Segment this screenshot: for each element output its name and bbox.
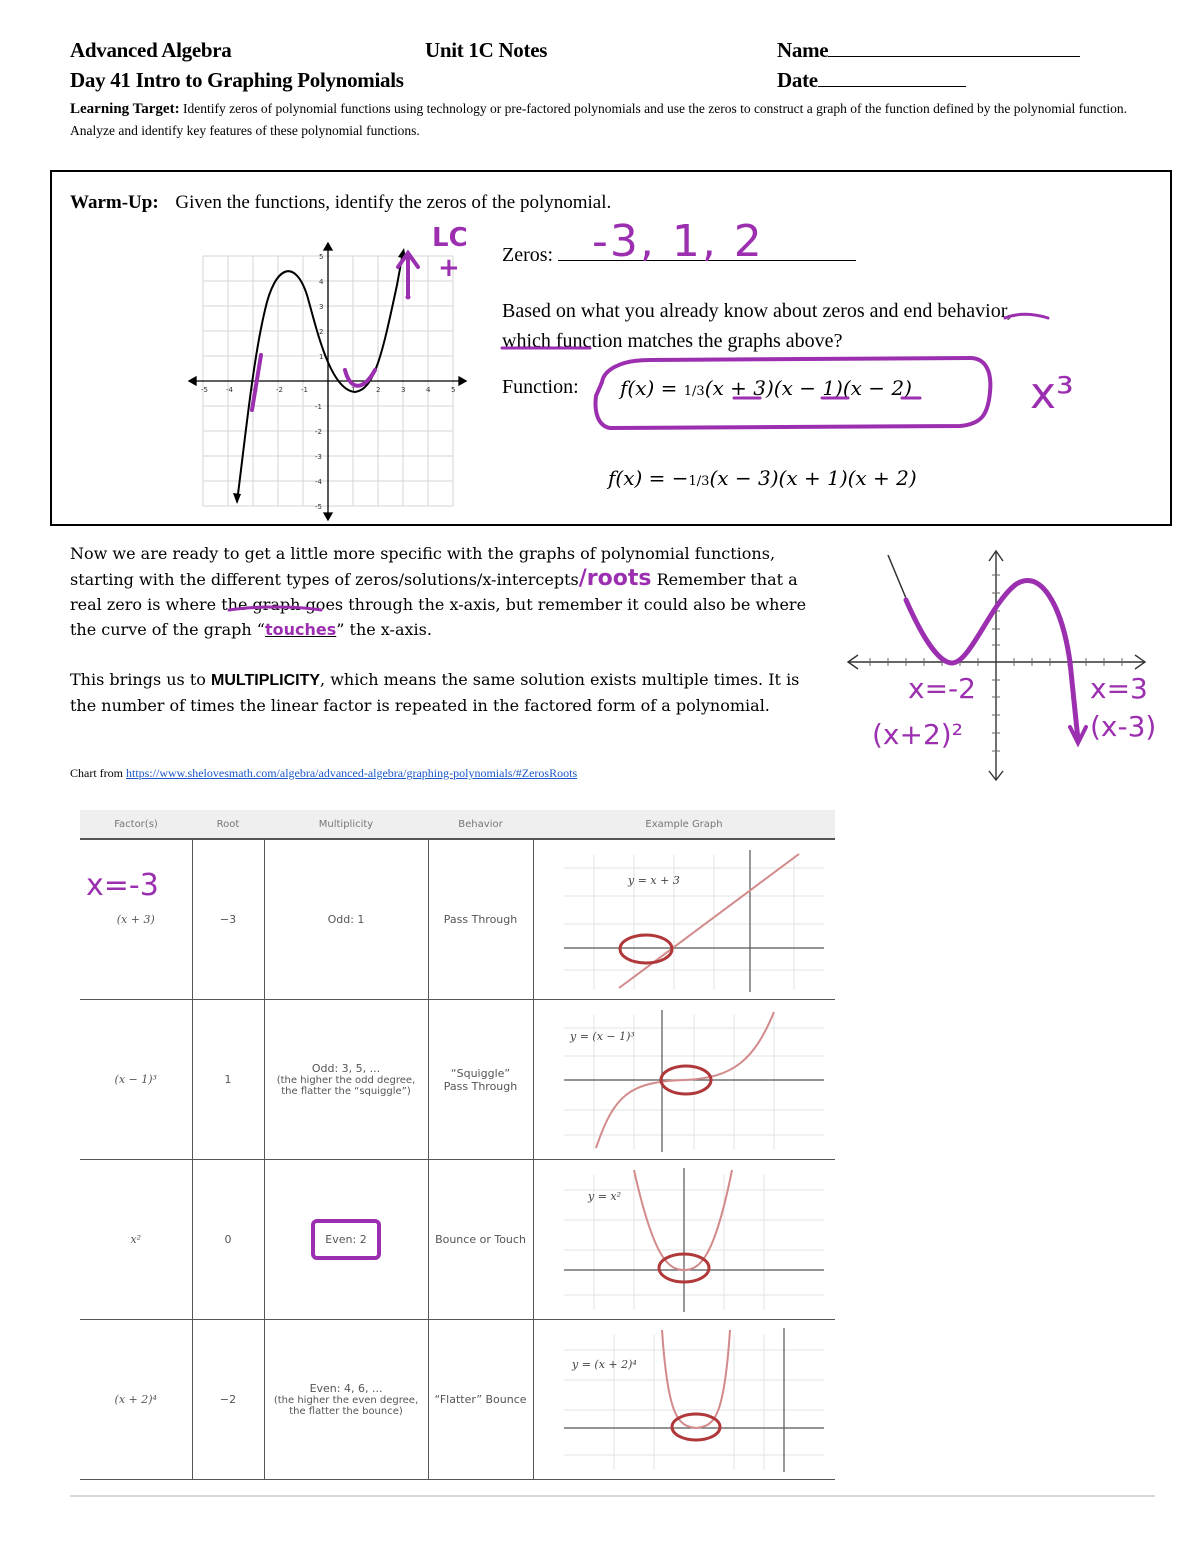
sketch-left-zero: x=-2: [908, 672, 976, 705]
sketch-right-zero: x=3: [1090, 672, 1148, 705]
day-title: Day 41 Intro to Graphing Polynomials: [70, 68, 404, 92]
graph-tick-y: 4: [319, 278, 324, 286]
name-label: Name: [777, 38, 829, 62]
sketch-right-factor: (x-3): [1090, 710, 1157, 743]
graph-tick-x: 4: [426, 386, 431, 394]
graph-tick-y: -1: [315, 403, 322, 411]
warmup-question: Based on what you already know about zeros and end behavior, which function matches the graphs above?: [502, 300, 1012, 352]
course-title: Advanced Algebra: [70, 38, 232, 62]
zeros-answer[interactable]: -3, 1, 2: [592, 216, 764, 267]
graph-tick-y: -5: [315, 503, 322, 511]
graph-label: y = (x + 2)⁴: [572, 1358, 638, 1371]
chart-source-link[interactable]: https://www.shelovesmath.com/algebra/advanced-algebra/graphing-polynomials/#ZerosRoots: [126, 766, 578, 780]
table-row: [80, 1000, 835, 1160]
multiplicity-term: MULTIPLICITY: [211, 672, 321, 689]
graph-tick-y: -2: [315, 428, 322, 436]
root-cell: −2: [192, 1320, 264, 1480]
real-zero-underline: [225, 604, 325, 616]
degree-note: x³: [1030, 368, 1074, 419]
multiplicity-cell: Even: 2: [264, 1160, 428, 1320]
table-row: [80, 1160, 835, 1320]
graph-tick-y: -4: [315, 478, 322, 486]
column-header: Factor(s): [80, 810, 192, 839]
function-label: Function:: [502, 376, 579, 398]
root-cell: 0: [192, 1160, 264, 1320]
option-a[interactable]: f(x) = 1/3(x + 3)(x − 1)(x − 2): [620, 376, 912, 400]
fraction: 1/3: [688, 474, 710, 489]
example-graph-cell: [533, 1000, 835, 1160]
name-field[interactable]: [777, 38, 1080, 63]
graph-tick-x: -4: [226, 386, 233, 394]
graph-label: y = x²: [588, 1190, 622, 1203]
date-label: Date: [777, 68, 818, 92]
touches-answer[interactable]: touches: [264, 620, 337, 639]
root-cell: 1: [192, 1000, 264, 1160]
graph-tick-y: 3: [319, 303, 324, 311]
positive-note: +: [438, 253, 460, 283]
column-header: Root: [192, 810, 264, 839]
graph-tick-y: 1: [319, 353, 324, 361]
column-header: Multiplicity: [264, 810, 428, 839]
graph-tick-x: 1: [351, 386, 356, 394]
warmup-label: Warm-Up:: [70, 192, 159, 213]
table-header-row: [80, 810, 835, 839]
table-row: [80, 839, 835, 1000]
sketch-graph: [840, 545, 1170, 790]
roots-note: /roots: [578, 566, 652, 591]
option-b[interactable]: f(x) = −1/3(x − 3)(x + 1)(x + 2): [608, 466, 917, 490]
learning-target: [70, 98, 1150, 141]
learning-target-label: Learning Target:: [70, 101, 180, 117]
graph-tick-x: 3: [401, 386, 406, 394]
warmup-instruction: Given the functions, identify the zeros of the polynomial.: [175, 192, 612, 213]
behavior-cell: Pass Through: [428, 839, 533, 1000]
graph-label: y = x + 3: [628, 874, 681, 887]
footer-rule: [70, 1495, 1155, 1497]
learning-target-text: Identify zeros of polynomial functions using technology or pre-factored polynomials and use the zeros to construct a graph of the function defined by the polynomial function. Analyze and identify key features of these polynomial functions.: [70, 101, 1127, 138]
behavior-cell: “Flatter” Bounce: [428, 1320, 533, 1480]
factor-cell: (x − 1)³: [80, 1000, 192, 1160]
graph-tick-x: -3: [251, 386, 258, 394]
example-graph-cell: [533, 1160, 835, 1320]
root-cell: −3: [192, 839, 264, 1000]
graph-tick-x: 2: [376, 386, 381, 394]
unit-title: Unit 1C Notes: [425, 38, 548, 62]
graph-tick-x: -1: [301, 386, 308, 394]
example-graph-linear: [534, 840, 834, 996]
column-header: Example Graph: [533, 810, 835, 839]
factor-note: x=-3: [86, 868, 159, 903]
graph-tick-y: 5: [319, 253, 324, 261]
example-graph-cell: [533, 1320, 835, 1480]
behavior-cell: “Squiggle” Pass Through: [428, 1000, 533, 1160]
example-graph-quartic: [534, 1320, 834, 1476]
graph-tick-x: -5: [201, 386, 208, 394]
example-graph-cell: [533, 839, 835, 1000]
lc-note: LC: [432, 223, 468, 253]
factor-cell: x=-3 (x + 3): [80, 839, 192, 1000]
sketch-left-factor: (x+2)²: [872, 718, 963, 751]
example-graph-quadratic: [534, 1160, 834, 1316]
intro-paragraph: Now we are ready to get a little more specific with the graphs of polynomial functions, starting with the different types of zeros/solutions/x-intercepts/roots Remember that a real zero is where the graph goes through the x-axis, but remember it could also be where the curve of the graph “touches” the x-axis.: [70, 544, 807, 639]
column-header: Behavior: [428, 810, 533, 839]
multiplicity-cell: Odd: 3, 5, ... (the higher the odd degree, the flatter the “squiggle”): [264, 1000, 428, 1160]
table-row: [80, 1320, 835, 1480]
question-underlines: [500, 312, 1060, 352]
date-field[interactable]: [777, 68, 966, 93]
fraction: 1/3: [683, 384, 705, 399]
multiplicity-cell: Even: 4, 6, ... (the higher the even degree, the flatter the bounce): [264, 1320, 428, 1480]
behavior-cell: Bounce or Touch: [428, 1160, 533, 1320]
multiplicity-table: [80, 810, 835, 1480]
graph-tick-x: 5: [451, 386, 456, 394]
multiplicity-cell: Odd: 1: [264, 839, 428, 1000]
graph-tick-y: 2: [319, 328, 324, 336]
warmup-prompt: [70, 192, 611, 214]
selected-answer-circle: [590, 352, 1000, 434]
graph-label: y = (x − 1)³: [570, 1030, 636, 1043]
factor-cell: (x + 2)⁴: [80, 1320, 192, 1480]
chart-source: Chart from https://www.shelovesmath.com/algebra/advanced-algebra/graphing-polynomials/#ZerosRoots: [70, 766, 578, 780]
graph-tick-y: -3: [315, 453, 322, 461]
factor-cell: x²: [80, 1160, 192, 1320]
example-graph-cubic: [534, 1000, 834, 1156]
zeros-label: Zeros:: [502, 244, 554, 266]
graph-tick-x: -2: [276, 386, 283, 394]
multiplicity-paragraph: This brings us to MULTIPLICITY, which means the same solution exists multiple times. It is the number of times the linear factor is repeated in the factored form of a polynomial.: [70, 670, 800, 715]
